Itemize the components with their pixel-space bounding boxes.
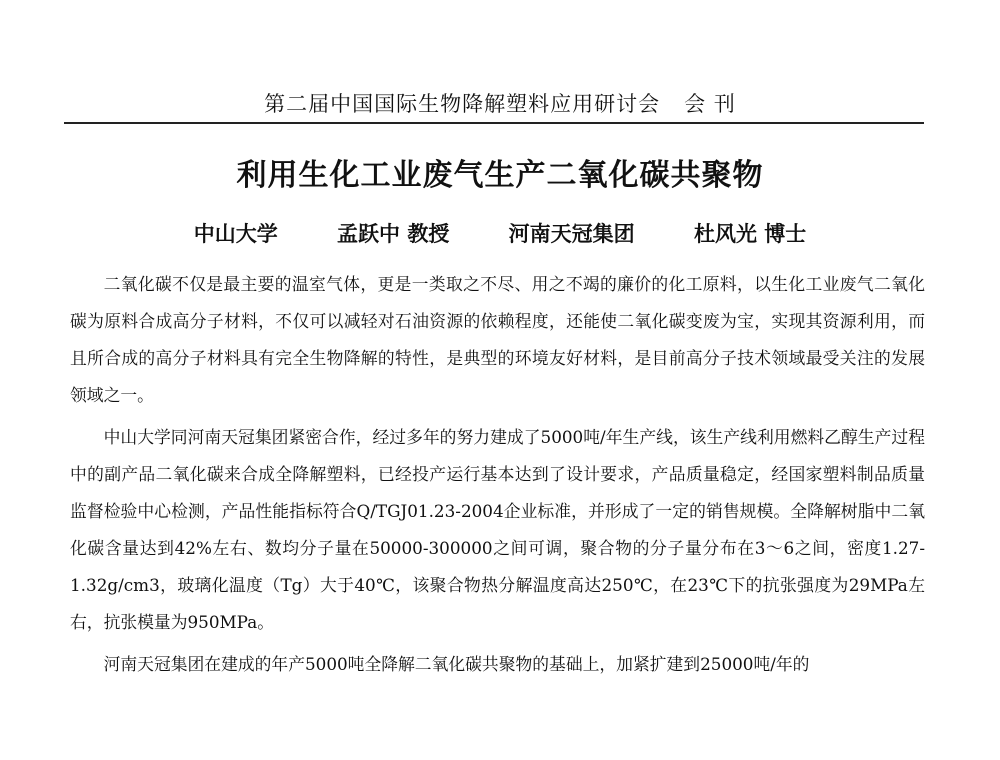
author-line xyxy=(0,218,1000,248)
article-body xyxy=(70,266,925,683)
author-2: 杜风光 博士 xyxy=(693,221,807,246)
author-1: 孟跃中 教授 xyxy=(337,221,450,246)
paragraph-1: 二氧化碳不仅是最主要的温室气体，更是一类取之不尽、用之不竭的廉价的化工原料，以生化工业废气二氧化碳为原料合成高分子材料，不仅可以减轻对石油资源的依赖程度，还能使二氧化碳变废为宝，实现其资源利用，而且所合成的高分子材料具有完全生物降解的特性，是典型的环境友好材料，是目前高分子技术领域最受关注的发展领域之一。 xyxy=(70,274,925,405)
affiliation-1: 中山大学 xyxy=(193,221,278,246)
conference-name: 第二届中国国际生物降解塑料应用研讨会 xyxy=(264,92,661,116)
paragraph-2: 中山大学同河南天冠集团紧密合作，经过多年的努力建成了5000吨/年生产线，该生产线利用燃料乙醇生产过程中的副产品二氧化碳来合成全降解塑料，已经投产运行基本达到了设计要求，产品质量稳定，经国家塑料制品质量监督检验中心检测，产品性能指标符合Q/TGJ01.23-2004企业标准，并形成了一定的销售规模。全降解树脂中二氧化碳含量达到42%左右、数均分子量在50000-300000之间可调，聚合物的分子量分布在3～6之间，密度1.27-1.32g/cm3，玻璃化温度（Tg）大于40℃，该聚合物热分解温度高达250℃，在23℃下的抗张强度为29MPa左右，抗张模量为950MPa。 xyxy=(70,427,925,632)
article-title: 利用生化工业废气生产二氧化碳共聚物 xyxy=(236,158,764,193)
header-rule xyxy=(64,122,924,124)
running-header xyxy=(0,88,1000,118)
affiliation-2: 河南天冠集团 xyxy=(508,221,635,246)
paragraph-3: 河南天冠集团在建成的年产5000吨全降解二氧化碳共聚物的基础上，加紧扩建到25000吨/年的 xyxy=(103,654,810,674)
proceedings-label: 会 刊 xyxy=(684,92,736,116)
